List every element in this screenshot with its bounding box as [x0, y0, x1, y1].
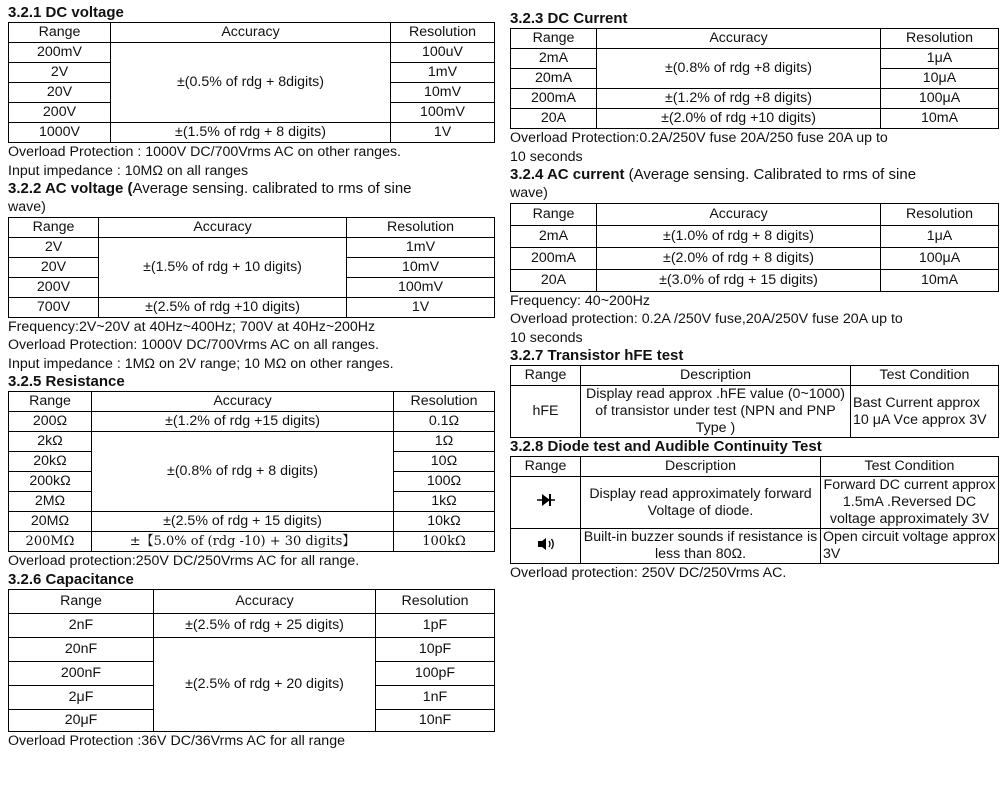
header-description: Description	[581, 366, 851, 386]
accuracy-cell: ±(1.2% of rdg +15 digits)	[92, 412, 394, 432]
header-range: Range	[9, 217, 99, 237]
range-cell: 1000V	[9, 123, 111, 143]
dc-voltage-overload-note: Overload Protection : 1000V DC/700Vrms AC on other ranges.	[8, 144, 401, 160]
resolution-cell: 0.1Ω	[394, 412, 495, 432]
table-row	[511, 269, 999, 291]
range-cell: 200kΩ	[9, 472, 92, 492]
ac-voltage-heading-bold: 3.2.2 AC voltage (	[8, 180, 133, 197]
resolution-cell: 100μA	[881, 247, 999, 269]
range-cell: 20mA	[511, 69, 597, 89]
header-range: Range	[9, 23, 111, 43]
dc-current-table	[510, 28, 999, 129]
dc-current-overload-note-cont: 10 seconds	[510, 148, 583, 165]
header-range: Range	[511, 29, 597, 49]
ac-current-table	[510, 203, 999, 292]
accuracy-cell: ±【5.0% of (rdg -10) + 30 digits】	[92, 532, 394, 552]
dc-current-heading: 3.2.3 DC Current	[510, 10, 628, 27]
range-cell: 2kΩ	[9, 432, 92, 452]
table-header-row	[511, 366, 999, 386]
diode-icon	[536, 493, 556, 507]
diode-overload-note: Overload protection: 250V DC/250Vrms AC.	[510, 565, 787, 581]
ac-voltage-heading	[8, 180, 494, 198]
capacitance-overload-note: Overload Protection :36V DC/36Vrms AC for all range	[8, 732, 345, 749]
range-cell	[511, 477, 581, 529]
header-resolution: Resolution	[881, 203, 999, 225]
resolution-cell: 10nF	[376, 709, 495, 731]
range-cell: 700V	[9, 297, 99, 317]
capacitance-table	[8, 589, 495, 732]
ac-voltage-heading-detail: Average sensing. calibrated to rms of sine	[132, 180, 412, 197]
header-accuracy: Accuracy	[597, 203, 881, 225]
ac-current-overload-note: Overload protection: 0.2A /250V fuse,20A/250V fuse 20A up to	[510, 311, 903, 327]
header-test-condition: Test Condition	[851, 366, 999, 386]
range-cell: 200nF	[9, 661, 154, 685]
table-header-row	[9, 589, 495, 613]
range-cell: 200V	[9, 103, 111, 123]
test-condition-cell: Bast Current approx 10 μA Vce approx 3V	[851, 386, 999, 438]
table-row	[9, 637, 495, 661]
test-condition-cell: Open circuit voltage approx 3V	[821, 529, 999, 564]
table-row	[511, 477, 999, 529]
table-row	[9, 123, 495, 143]
header-range: Range	[511, 366, 581, 386]
table-row	[9, 237, 495, 257]
range-cell: 200MΩ	[9, 532, 92, 552]
table-row	[9, 43, 495, 63]
header-accuracy: Accuracy	[92, 392, 394, 412]
range-cell: 200V	[9, 277, 99, 297]
header-resolution: Resolution	[347, 217, 495, 237]
resolution-cell: 1V	[347, 297, 495, 317]
table-row	[511, 109, 999, 129]
resolution-cell: 1mV	[347, 237, 495, 257]
hfe-heading: 3.2.7 Transistor hFE test	[510, 347, 684, 364]
table-row	[511, 386, 999, 438]
resistance-overload-note: Overload protection:250V DC/250Vrms AC for all range.	[8, 553, 360, 569]
diode-table	[510, 456, 999, 564]
resolution-cell: 10mV	[347, 257, 495, 277]
resolution-cell: 100μA	[881, 89, 999, 109]
resolution-cell: 100pF	[376, 661, 495, 685]
table-row	[9, 512, 495, 532]
table-header-row	[9, 217, 495, 237]
header-range: Range	[9, 392, 92, 412]
range-cell: hFE	[511, 386, 581, 438]
ac-current-heading-bold: 3.2.4 AC current	[510, 166, 625, 183]
header-resolution: Resolution	[881, 29, 999, 49]
resistance-table	[8, 391, 495, 552]
description-cell: Display read approximately forward Voltage of diode.	[581, 477, 821, 529]
table-row	[9, 297, 495, 317]
resolution-cell: 10Ω	[394, 452, 495, 472]
range-cell: 20nF	[9, 637, 154, 661]
header-description: Description	[581, 457, 821, 477]
table-header-row	[511, 457, 999, 477]
range-cell: 2V	[9, 63, 111, 83]
accuracy-cell: ±(0.5% of rdg + 8digits)	[111, 43, 391, 123]
resolution-cell: 1μA	[881, 49, 999, 69]
ac-voltage-overload-note: Overload Protection: 1000V DC/700Vrms AC on all ranges.	[8, 337, 379, 353]
resolution-cell: 100mV	[347, 277, 495, 297]
resolution-cell: 100mV	[391, 103, 495, 123]
range-cell: 2MΩ	[9, 492, 92, 512]
ac-voltage-frequency-note: Frequency:2V~20V at 40Hz~400Hz; 700V at 40Hz~200Hz	[8, 318, 376, 335]
range-cell: 200mV	[9, 43, 111, 63]
capacitance-heading: 3.2.6 Capacitance	[8, 570, 134, 588]
accuracy-cell: ±(0.8% of rdg + 8 digits)	[92, 432, 394, 512]
header-range: Range	[511, 203, 597, 225]
table-row	[511, 247, 999, 269]
resolution-cell: 10mA	[881, 269, 999, 291]
resolution-cell: 1V	[391, 123, 495, 143]
range-cell: 2nF	[9, 613, 154, 637]
accuracy-cell: ±(2.5% of rdg + 15 digits)	[92, 512, 394, 532]
range-cell: 20A	[511, 269, 597, 291]
range-cell: 200mA	[511, 247, 597, 269]
accuracy-cell: ±(1.0% of rdg + 8 digits)	[597, 225, 881, 247]
header-accuracy: Accuracy	[154, 589, 376, 613]
accuracy-cell: ±(2.5% of rdg + 25 digits)	[154, 613, 376, 637]
range-cell: 20μF	[9, 709, 154, 731]
range-cell: 20kΩ	[9, 452, 92, 472]
table-row	[9, 532, 495, 552]
header-test-condition: Test Condition	[821, 457, 999, 477]
table-row	[9, 432, 495, 452]
table-header-row	[9, 392, 495, 412]
accuracy-cell: ±(2.0% of rdg + 8 digits)	[597, 247, 881, 269]
resolution-cell: 10mA	[881, 109, 999, 129]
range-cell: 2V	[9, 237, 99, 257]
ac-voltage-impedance-note: Input impedance : 1MΩ on 2V range; 10 MΩ on other ranges.	[8, 355, 394, 372]
test-condition-cell: Forward DC current approx 1.5mA .Reversed DC voltage approximately 3V	[821, 477, 999, 529]
range-cell: 200Ω	[9, 412, 92, 432]
header-accuracy: Accuracy	[99, 217, 347, 237]
accuracy-cell: ±(2.0% of rdg +10 digits)	[597, 109, 881, 129]
resolution-cell: 10kΩ	[394, 512, 495, 532]
resolution-cell: 10mV	[391, 83, 495, 103]
buzzer-icon	[536, 536, 556, 552]
range-cell: 2μF	[9, 685, 154, 709]
dc-voltage-heading: 3.2.1 DC voltage	[8, 4, 124, 21]
resolution-cell: 10pF	[376, 637, 495, 661]
header-resolution: Resolution	[391, 23, 495, 43]
header-accuracy: Accuracy	[597, 29, 881, 49]
range-cell	[511, 529, 581, 564]
range-cell: 2mA	[511, 225, 597, 247]
ac-current-heading	[510, 166, 998, 184]
description-cell: Built-in buzzer sounds if resistance is less than 80Ω.	[581, 529, 821, 564]
accuracy-cell: ±(1.5% of rdg + 8 digits)	[111, 123, 391, 143]
resolution-cell: 10μA	[881, 69, 999, 89]
table-row	[9, 613, 495, 637]
resolution-cell: 1kΩ	[394, 492, 495, 512]
resolution-cell: 1mV	[391, 63, 495, 83]
header-range: Range	[9, 589, 154, 613]
accuracy-cell: ±(2.5% of rdg + 20 digits)	[154, 637, 376, 731]
dc-voltage-impedance-note: Input impedance : 10MΩ on all ranges	[8, 162, 249, 179]
table-row	[511, 529, 999, 564]
accuracy-cell: ±(1.5% of rdg + 10 digits)	[99, 237, 347, 297]
range-cell: 20V	[9, 83, 111, 103]
accuracy-cell: ±(2.5% of rdg +10 digits)	[99, 297, 347, 317]
diode-heading: 3.2.8 Diode test and Audible Continuity Test	[510, 438, 822, 455]
ac-current-overload-note-cont: 10 seconds	[510, 329, 583, 346]
header-accuracy: Accuracy	[111, 23, 391, 43]
table-row	[511, 89, 999, 109]
dc-voltage-table	[8, 22, 495, 143]
resolution-cell: 1pF	[376, 613, 495, 637]
table-row	[511, 49, 999, 69]
resolution-cell: 100Ω	[394, 472, 495, 492]
resolution-cell: 1Ω	[394, 432, 495, 452]
header-range: Range	[511, 457, 581, 477]
table-row	[9, 412, 495, 432]
accuracy-cell: ±(3.0% of rdg + 15 digits)	[597, 269, 881, 291]
range-cell: 200mA	[511, 89, 597, 109]
resolution-cell: 1nF	[376, 685, 495, 709]
table-header-row	[9, 23, 495, 43]
resistance-heading: 3.2.5 Resistance	[8, 373, 125, 390]
table-header-row	[511, 203, 999, 225]
ac-voltage-heading-cont: wave)	[8, 199, 46, 215]
hfe-table	[510, 365, 999, 438]
header-resolution: Resolution	[376, 589, 495, 613]
left-column	[8, 4, 494, 750]
accuracy-cell: ±(0.8% of rdg +8 digits)	[597, 49, 881, 89]
header-resolution: Resolution	[394, 392, 495, 412]
right-column	[510, 10, 998, 583]
description-cell: Display read approx .hFE value (0~1000) of transistor under test (NPN and PNP Type )	[581, 386, 851, 438]
ac-current-frequency-note: Frequency: 40~200Hz	[510, 292, 650, 309]
ac-voltage-table	[8, 217, 495, 318]
resolution-cell: 1μA	[881, 225, 999, 247]
ac-current-heading-detail: (Average sensing. Calibrated to rms of sine	[624, 166, 917, 183]
range-cell: 20MΩ	[9, 512, 92, 532]
dc-current-overload-note: Overload Protection:0.2A/250V fuse 20A/250 fuse 20A up to	[510, 130, 888, 146]
table-header-row	[511, 29, 999, 49]
resolution-cell: 100kΩ	[394, 532, 495, 552]
resolution-cell: 100uV	[391, 43, 495, 63]
range-cell: 20A	[511, 109, 597, 129]
ac-current-heading-cont: wave)	[510, 185, 548, 201]
accuracy-cell: ±(1.2% of rdg +8 digits)	[597, 89, 881, 109]
range-cell: 2mA	[511, 49, 597, 69]
table-row	[511, 225, 999, 247]
range-cell: 20V	[9, 257, 99, 277]
